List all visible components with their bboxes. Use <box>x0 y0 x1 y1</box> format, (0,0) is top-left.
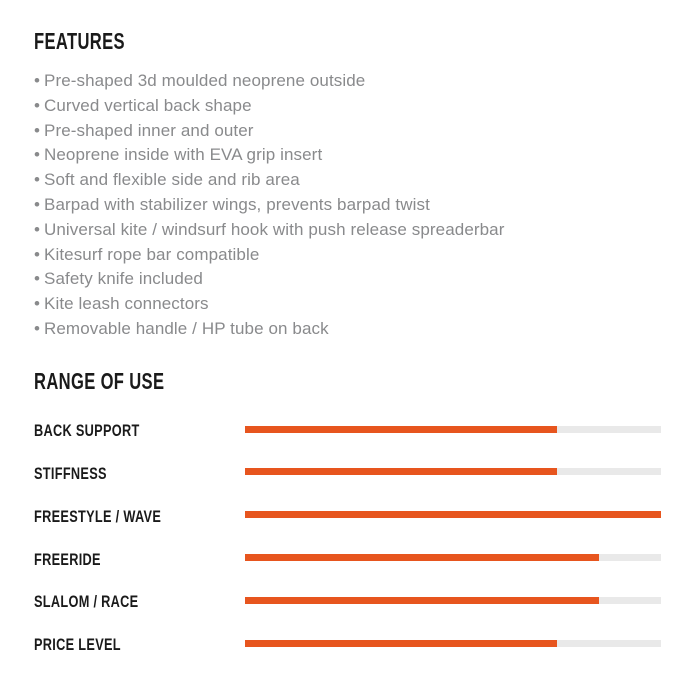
rating-row <box>34 408 700 451</box>
rating-bar-track <box>245 511 661 518</box>
rating-label-text: BACK SUPPORT <box>34 421 140 441</box>
rating-bar-fill <box>245 597 599 604</box>
feature-item <box>34 267 700 292</box>
bullet-icon: • <box>34 95 41 115</box>
feature-item <box>34 243 700 268</box>
bullet-icon: • <box>34 170 41 190</box>
bullet-icon: • <box>34 194 41 214</box>
rating-label <box>34 421 245 441</box>
bullet-icon: • <box>34 145 41 165</box>
feature-item <box>34 69 700 94</box>
feature-item-text: Universal kite / windsurf hook with push release spreaderbar <box>44 219 505 239</box>
rating-bar-fill <box>245 468 557 475</box>
feature-item-text: Soft and flexible side and rib area <box>44 170 300 190</box>
rating-label-text: SLALOM / RACE <box>34 592 139 612</box>
features-heading <box>34 28 700 55</box>
rating-bar-track <box>245 640 661 647</box>
rating-bar-fill <box>245 640 557 647</box>
bullet-icon: • <box>34 120 41 140</box>
feature-item-text: Removable handle / HP tube on back <box>44 318 329 338</box>
feature-item-text: Kitesurf rope bar compatible <box>44 244 260 264</box>
range-of-use-heading <box>34 368 700 395</box>
rating-row <box>34 622 700 665</box>
rating-row <box>34 451 700 494</box>
rating-label-text: STIFFNESS <box>34 463 107 483</box>
rating-label <box>34 507 245 527</box>
feature-item-text: Neoprene inside with EVA grip insert <box>44 145 323 165</box>
rating-bar-track <box>245 554 661 561</box>
rating-row <box>34 493 700 536</box>
feature-item-text: Kite leash connectors <box>44 294 209 314</box>
bullet-icon: • <box>34 318 41 338</box>
features-list <box>34 69 700 342</box>
feature-item <box>34 292 700 317</box>
rating-label <box>34 464 245 484</box>
feature-item <box>34 317 700 342</box>
rating-bar-fill <box>245 426 557 433</box>
rating-label <box>34 592 245 612</box>
rating-bar-fill <box>245 554 599 561</box>
rating-bar-fill <box>245 511 661 518</box>
rating-row <box>34 536 700 579</box>
feature-item-text: Curved vertical back shape <box>44 95 252 115</box>
features-heading-text: FEATURES <box>34 28 125 54</box>
feature-item-text: Safety knife included <box>44 269 203 289</box>
rating-label-text: FREERIDE <box>34 549 101 569</box>
feature-item <box>34 168 700 193</box>
rating-bar-track <box>245 597 661 604</box>
bullet-icon: • <box>34 269 41 289</box>
rating-label-text: PRICE LEVEL <box>34 635 121 655</box>
rating-bar-track <box>245 468 661 475</box>
rating-label <box>34 635 245 655</box>
feature-item-text: Pre-shaped inner and outer <box>44 120 254 140</box>
feature-item-text: Pre-shaped 3d moulded neoprene outside <box>44 71 366 90</box>
feature-item <box>34 218 700 243</box>
bullet-icon: • <box>34 294 41 314</box>
bullet-icon: • <box>34 219 41 239</box>
feature-item-text: Barpad with stabilizer wings, prevents barpad twist <box>44 194 430 214</box>
rating-label <box>34 550 245 570</box>
rating-row <box>34 579 700 622</box>
feature-item <box>34 119 700 144</box>
feature-item <box>34 143 700 168</box>
bullet-icon: • <box>34 71 41 90</box>
feature-item <box>34 94 700 119</box>
bullet-icon: • <box>34 244 41 264</box>
range-of-use-chart <box>34 408 700 665</box>
rating-label-text: FREESTYLE / WAVE <box>34 506 162 526</box>
rating-bar-track <box>245 426 661 433</box>
feature-item <box>34 193 700 218</box>
range-of-use-heading-text: RANGE OF USE <box>34 367 165 394</box>
